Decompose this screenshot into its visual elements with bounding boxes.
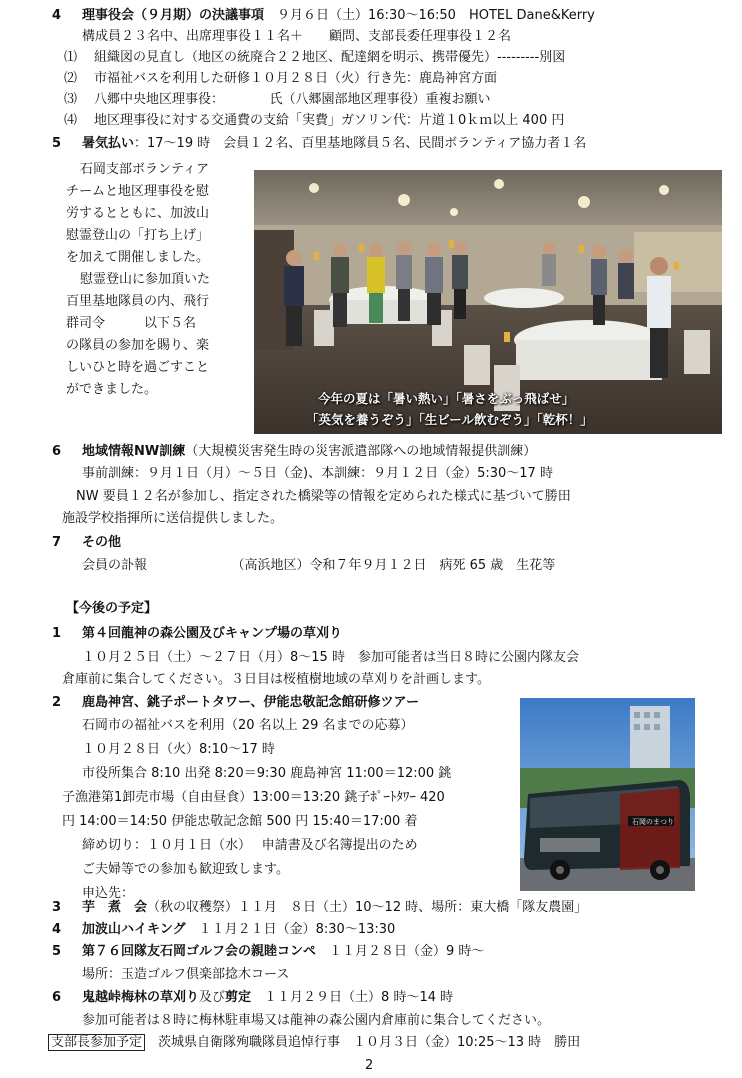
section-5-title: 暑気払い (82, 136, 135, 151)
future-6-meeting: 参加可能者は８時に梅林駐車場又は龍神の森公園内倉庫前に集合してください。 (82, 1013, 551, 1028)
future-6-heading: 6 鬼越峠梅林の草刈り及び剪定 １１月２９日（土）8 時～14 時 (52, 990, 454, 1005)
section-5-heading: 5 暑気払い：17～19 時 会員１２名、百里基地隊員５名、民間ボランティア協力者１名 (52, 136, 587, 151)
section-6-desc-1: NW 要員１２名が参加し、指定された橋梁等の情報を定められた様式に基づいて勝田 (76, 489, 571, 504)
future-5-heading: 5 第７６回隊友石岡ゴルフ会の親睦コンペ １１月２８日（金）9 時～ (52, 944, 485, 959)
section-4-item-2: ⑵ 市福祉バスを利用した研修１０月２８日（火）行き先：鹿島神宮方面 (64, 71, 498, 86)
bus-photo-illustration (520, 698, 695, 891)
section-6-heading: 6 地域情報NW訓練（大規模災害発生時の災害派遣部隊への地域情報提供訓練） (52, 444, 537, 459)
section-6-subtitle: （大規模災害発生時の災害派遣部隊への地域情報提供訓練） (185, 444, 537, 459)
section-5-detail: ：17～19 時 会員１２名、百里基地隊員５名、民間ボランティア協力者１名 (134, 136, 587, 151)
future-3-heading: 3 芋 煮 会（秋の収穫祭）１１月 ８日（土）10～12 時、場所：東大橋「隊友農園」 (52, 900, 588, 915)
section-4-item-3: ⑶ 八郷中央地区理事役： 氏（八郷園部地区理事役）重複お願い (64, 92, 491, 107)
party-photo (254, 170, 722, 434)
bus-destination-sign: 石岡のまつり (632, 818, 674, 826)
section-7-heading: 7 その他 (52, 535, 122, 550)
section-7-title: その他 (82, 535, 122, 550)
future-4-heading: 4 加波山ハイキング １１月２１日（金）8:30～13:30 (52, 922, 396, 937)
section-4-title: 理事役会（９月期）の決議事項 (82, 8, 265, 23)
section-4-item-4: ⑷ 地区理事役に対する交通費の支給「実費」ガソリン代：片道１0ｋｍ以上 400 円 (64, 113, 565, 128)
branch-chief-badge: 支部長参加予定 (48, 1034, 145, 1051)
future-last-line (48, 1033, 580, 1053)
photo-caption-line-2: 「英気を養うぞう」「生ビール飲むぞう」「乾杯！」 (306, 412, 593, 427)
future-5-location: 場所：玉造ゴルフ倶楽部捻木コース (82, 967, 290, 982)
section-6-title: 地域情報NW訓練 (82, 444, 186, 459)
memorial-event-text: 茨城県自衛隊殉職隊員追悼行事 １０月３日（金）10:25～13 時 勝田 (145, 1035, 581, 1050)
future-1-line-1: １０月２５日（土）～２７日（月）8～15 時 参加可能者は当日８時に公園内隊友会 (82, 650, 579, 665)
section-4-item-1: ⑴ 組織図の見直し（地区の統廃合２２地区、配達網を明示、携帯優先）---------別図 (64, 50, 566, 65)
future-1-line-2: 倉庫前に集合してください。３日目は桜植樹地域の草刈りを計画します。 (62, 672, 490, 687)
bus-photo (520, 698, 695, 891)
page-number: 2 (365, 1058, 374, 1073)
section-6-desc-2: 施設学校指揮所に送信提供しました。 (62, 511, 284, 526)
section-4-attendance: 構成員２３名中、出席理事役１１名＋ 顧問、支部長委任理事役１２名 (82, 29, 512, 44)
section-4-date: ９月６日（土）16:30～16:50 HOTEL Dane&Kerry (264, 8, 595, 23)
future-2-heading: 2 鹿島神宮、銚子ポートタワー、伊能忠敬記念館研修ツアー (52, 695, 420, 710)
future-1-heading: 1 第４回龍神の森公園及びキャンプ場の草刈り (52, 626, 343, 641)
photo-caption-line-1: 今年の夏は「暑い熱い」「暑さをぶっ飛ばせ」 (318, 391, 575, 406)
section-7-obituary: 会員の訃報 （高浜地区）令和７年９月１２日 病死 65 歳 生花等 (82, 558, 556, 573)
section-6-schedule: 事前訓練：９月１日（月）～５日（金)、本訓練：９月１２日（金）5:30～17 時 (82, 466, 553, 481)
future-schedule-header: 【今後の予定】 (66, 601, 158, 616)
section-4-heading: 4 理事役会（９月期）の決議事項 ９月６日（土）16:30～16:50 HOTEL Dane&Kerry (52, 8, 595, 23)
